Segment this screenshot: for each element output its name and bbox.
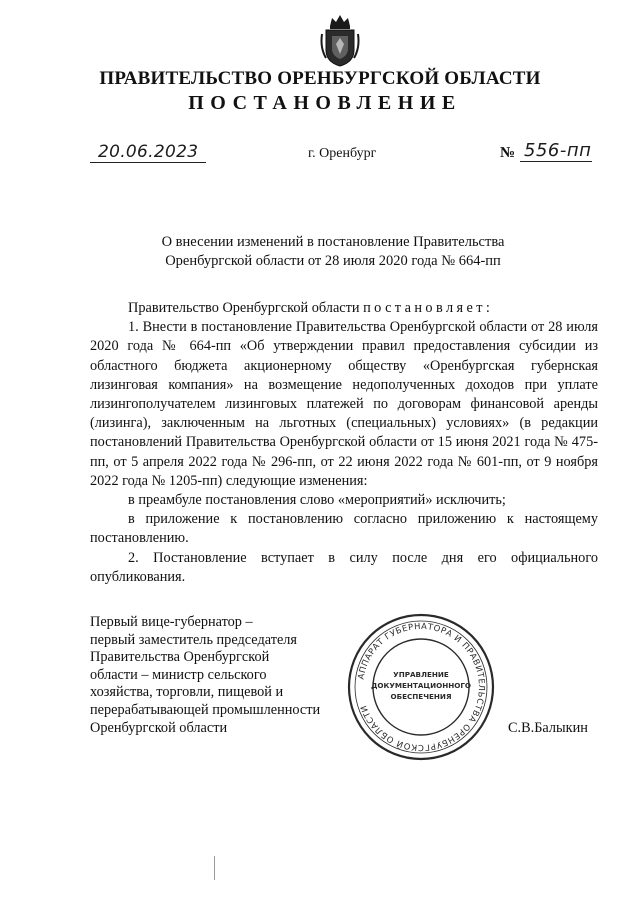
handwritten-number: 556-пп	[524, 140, 592, 161]
signer-title-line: области – министр сельского	[90, 666, 267, 683]
signer-title-line: Правительства Оренбургской	[90, 649, 270, 666]
date-underline	[90, 162, 206, 163]
signer-title-line: Оренбургской области	[90, 719, 228, 736]
intro-verb: постановляет:	[363, 300, 494, 316]
stamp-center-line: УПРАВЛЕНИЕ	[393, 670, 449, 679]
signer-title-line: первый заместитель председателя	[90, 631, 297, 648]
signer-title-line: хозяйства, торговли, пищевой и	[90, 684, 284, 701]
coat-of-arms-icon	[318, 12, 362, 68]
clause-1: 1. Внести в постановление Правительства Оренбургской области от 28 июля 2020 года № 664-пп «Об утверждении правил предоставления субсидии из областного бюджета акционерному обществу «Оренбургская губернская лизинговая компания» на возмещение недополученных доходов при уплате лизингополучателем лизинговых платежей по договорам финансовой аренды (лизинга), заключенным на льготных (специальных) условиях» (в редакции постановлений Правительства Оренбургской области от 15 июня 2021 года № 475-пп, от 5 апреля 2022 года № 296-пп, от 22 июня 2022 года № 601-пп, от 9 ноября 2022 года № 1205-пп) следующие изменения:	[90, 319, 598, 489]
signer-title-line: Первый вице-губернатор –	[90, 614, 253, 630]
subject-line: О внесении изменений в постановление Правительства	[161, 234, 505, 250]
stamp-center-line: ОБЕСПЕЧЕНИЯ	[390, 692, 452, 701]
subject-line: Оренбургской области от 28 июля 2020 года № 664-пп	[165, 253, 501, 269]
official-stamp	[346, 612, 496, 762]
document-number-field	[500, 140, 600, 166]
document-subject	[0, 233, 640, 271]
document-date-field	[90, 142, 206, 166]
stamp-center-line: ДОКУМЕНТАЦИОННОГО	[370, 681, 472, 690]
signer-name: С.В.Балыкин	[508, 720, 588, 736]
number-sign: №	[500, 145, 516, 161]
clause-1b: в приложение к постановлению согласно приложению к настоящему постановлению.	[90, 511, 598, 547]
government-title: ПРАВИТЕЛЬСТВО ОРЕНБУРГСКОЙ ОБЛАСТИ	[99, 68, 541, 89]
signer-title-line: перерабатывающей промышленности	[90, 701, 321, 718]
signer-title-block	[90, 614, 360, 737]
number-underline	[520, 161, 592, 162]
stamp-ring-text: АППАРАТ ГУБЕРНАТОРА И ПРАВИТЕЛЬСТВА ОРЕНБУРГСКОЙ ОБЛАСТИ	[355, 620, 488, 754]
intro-prefix: Правительство Оренбургской области	[128, 300, 360, 316]
handwritten-date: 20.06.2023	[98, 142, 199, 162]
document-body	[90, 299, 598, 587]
clause-1a: в преамбуле постановления слово «мероприятий» исключить;	[128, 492, 506, 509]
intro-paragraph	[90, 299, 598, 318]
page-mark	[214, 856, 215, 880]
document-type-title: ПОСТАНОВЛЕНИЕ	[188, 92, 462, 114]
city-name: г. Оренбург	[308, 146, 377, 161]
clause-2: 2. Постановление вступает в силу после дня его официального опубликования.	[90, 549, 598, 585]
